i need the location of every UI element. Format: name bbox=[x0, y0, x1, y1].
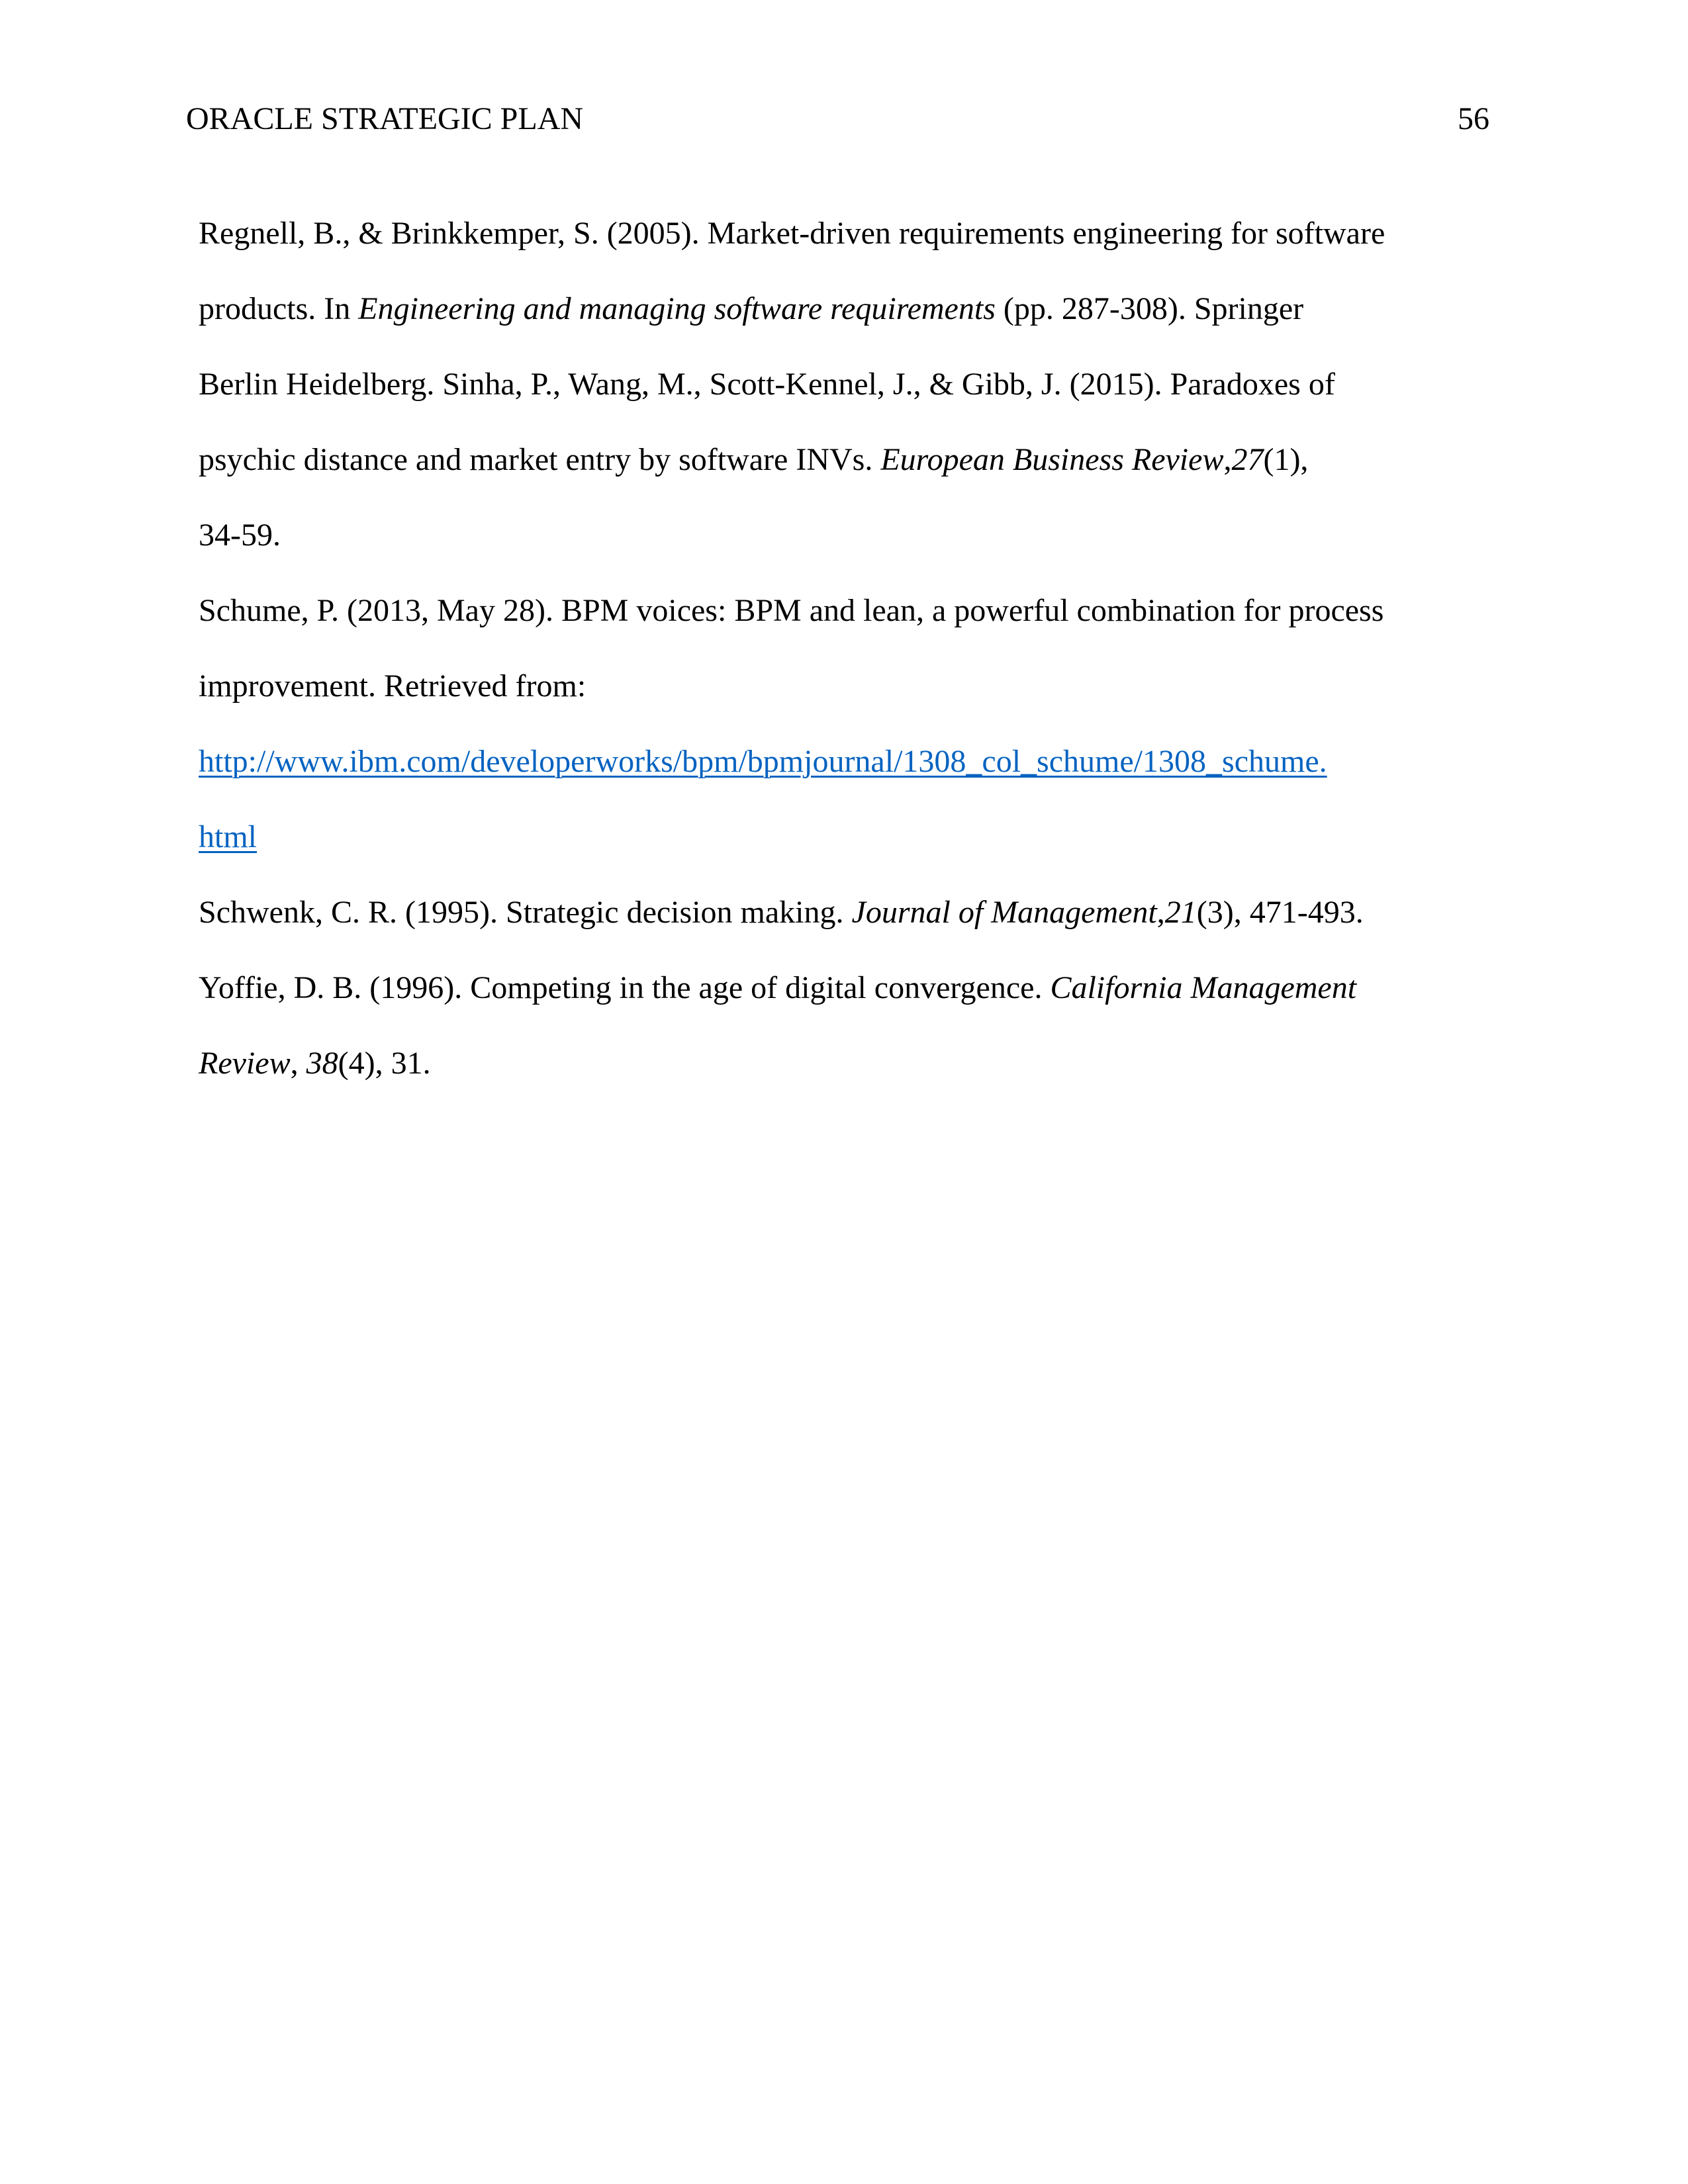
reference-text: (3), 471-493. bbox=[1196, 895, 1364, 930]
reference-url-link[interactable]: html bbox=[199, 819, 258, 854]
reference-text: (pp. 287-308). Springer bbox=[995, 291, 1304, 326]
reference-text: (4), 31. bbox=[338, 1046, 431, 1081]
reference-line bbox=[199, 271, 1489, 347]
reference-url-link[interactable]: http://www.ibm.com/developerworks/bpm/bpmjournal/1308_col_schume/1308_schume. bbox=[199, 744, 1327, 779]
reference-line bbox=[199, 649, 1489, 724]
reference-line bbox=[199, 196, 1489, 271]
reference-text: Berlin Heidelberg. Sinha, P., Wang, M., Scott-Kennel, J., & Gibb, J. (2015). Paradoxes of bbox=[199, 367, 1335, 402]
reference-entry bbox=[199, 950, 1489, 1101]
page-number: 56 bbox=[1458, 101, 1489, 136]
reference-text: Schume, P. (2013, May 28). BPM voices: BPM and lean, a powerful combination for process bbox=[199, 593, 1384, 628]
reference-line bbox=[199, 498, 1489, 573]
reference-line bbox=[199, 573, 1489, 649]
reference-line bbox=[199, 875, 1489, 950]
reference-entry bbox=[199, 196, 1489, 573]
reference-text: improvement. Retrieved from: bbox=[199, 668, 586, 704]
reference-italic-text: Review bbox=[199, 1046, 291, 1081]
reference-italic-text: 27 bbox=[1231, 442, 1264, 477]
reference-line bbox=[199, 724, 1489, 799]
reference-text: , bbox=[290, 1046, 306, 1081]
reference-text: Regnell, B., & Brinkkemper, S. (2005). Market-driven requirements engineering for software bbox=[199, 216, 1385, 251]
reference-line bbox=[199, 422, 1489, 498]
reference-line bbox=[199, 950, 1489, 1026]
reference-italic-text: European Business Review bbox=[880, 442, 1224, 477]
reference-line bbox=[199, 347, 1489, 422]
reference-italic-text: Journal of Management bbox=[851, 895, 1157, 930]
reference-italic-text: California Management bbox=[1050, 970, 1357, 1005]
reference-entry bbox=[199, 875, 1489, 950]
reference-text: Yoffie, D. B. (1996). Competing in the age of digital convergence. bbox=[199, 970, 1051, 1005]
reference-italic-text: 38 bbox=[306, 1046, 338, 1081]
reference-text: , bbox=[1156, 895, 1165, 930]
reference-text: psychic distance and market entry by software INVs. bbox=[199, 442, 881, 477]
reference-text: 34-59. bbox=[199, 518, 281, 553]
reference-text: (1), bbox=[1263, 442, 1309, 477]
reference-text: products. In bbox=[199, 291, 359, 326]
reference-list bbox=[199, 196, 1489, 1101]
reference-line bbox=[199, 1026, 1489, 1101]
reference-text: , bbox=[1223, 442, 1232, 477]
reference-line bbox=[199, 799, 1489, 875]
reference-text: Schwenk, C. R. (1995). Strategic decision making. bbox=[199, 895, 852, 930]
reference-italic-text: Engineering and managing software requirements bbox=[358, 291, 996, 326]
reference-italic-text: 21 bbox=[1164, 895, 1197, 930]
reference-entry bbox=[199, 573, 1489, 875]
running-head: ORACLE STRATEGIC PLAN bbox=[186, 101, 584, 136]
